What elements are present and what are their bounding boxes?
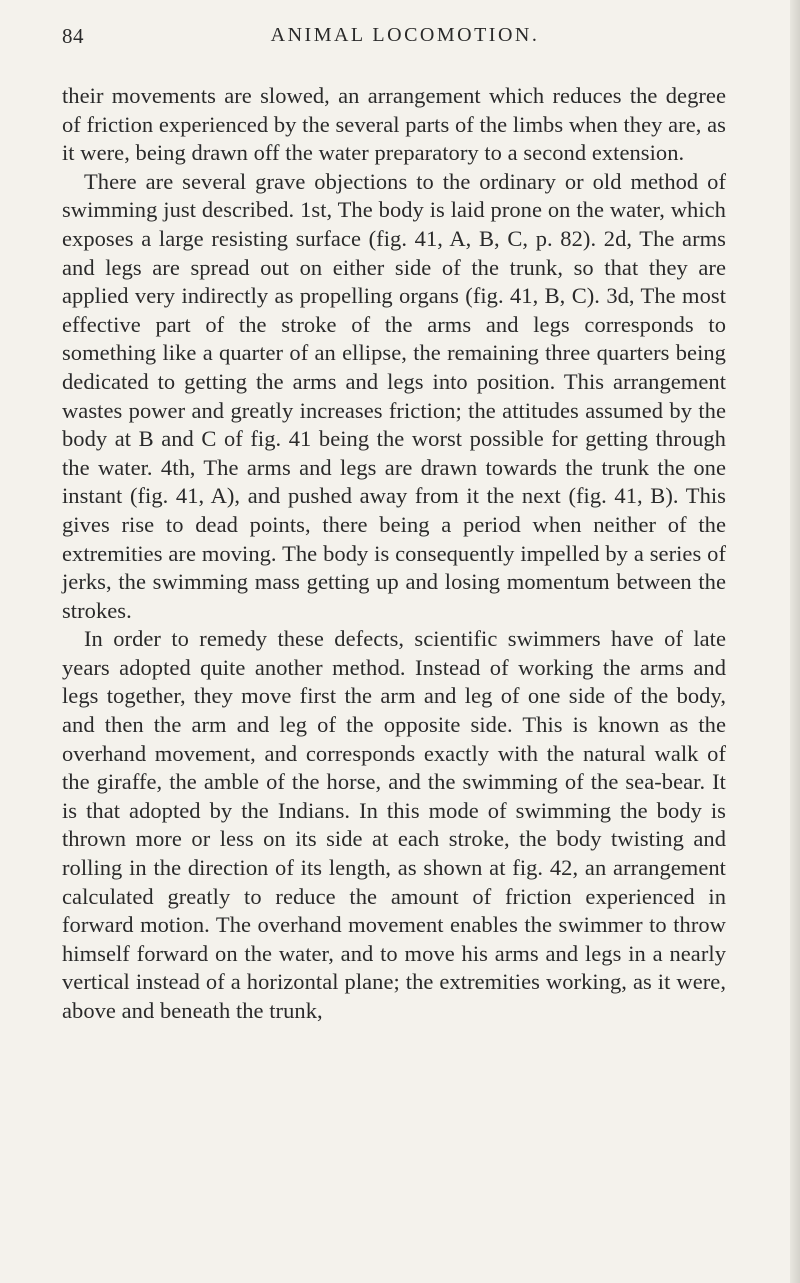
paragraph-overhand-method: In order to remedy these defects, scientific swimmers have of late years adopted quite another method. Instead of working the arms and legs together, they move first the arm and leg of one side of the body, and then the arm and leg of the opposite side. This is known as the overhand movement, and corresponds exactly with the natural walk of the giraffe, the amble of the horse, and the swimming of the sea-bear. It is that adopted by the Indians. In this mode of swimming the body is thrown more or less on its side at each stroke, the body twisting and rolling in the direction of its length, as shown at fig. 42, an arrangement calculated greatly to reduce the amount of friction experienced in forward motion. The overhand movement enables the swimmer to throw himself forward on the water, and to move his arms and legs in a nearly vertical instead of a horizontal plane; the extremities working, as it were, above and beneath the trunk, <box>62 626 726 1023</box>
paragraph-continuation: their movements are slowed, an arrangement which reduces the degree of friction experienced by the several parts of the limbs when they are, as it were, being drawn off the water preparatory to a second extension. <box>62 83 726 166</box>
page-header <box>62 24 728 54</box>
body-text <box>62 82 726 1026</box>
page-number: 84 <box>62 24 84 48</box>
paragraph-objections: There are several grave objections to the ordinary or old method of swimming just described. 1st, The body is laid prone on the water, which exposes a large resisting surface (fig. 41, A, B, C, p. 82). 2d, The arms and legs are spread out on either side of the trunk, so that they are applied very indirectly as propelling organs (fig. 41, B, C). 3d, The most effective part of the stroke of the arms and legs corresponds to something like a quarter of an ellipse, the remaining three quarters being dedicated to getting the arms and legs into position. This arrangement wastes power and greatly increases friction; the attitudes assumed by the body at B and C of fig. 41 being the worst possible for getting through the water. 4th, The arms and legs are drawn towards the trunk the one instant (fig. 41, A), and pushed away from it the next (fig. 41, B). This gives rise to dead points, there being a period when neither of the extremities are moving. The body is consequently impelled by a series of jerks, the swimming mass getting up and losing momentum between the strokes. <box>62 168 726 623</box>
running-title: ANIMAL LOCOMOTION. <box>270 24 540 46</box>
page-edge-shadow <box>790 0 800 1283</box>
